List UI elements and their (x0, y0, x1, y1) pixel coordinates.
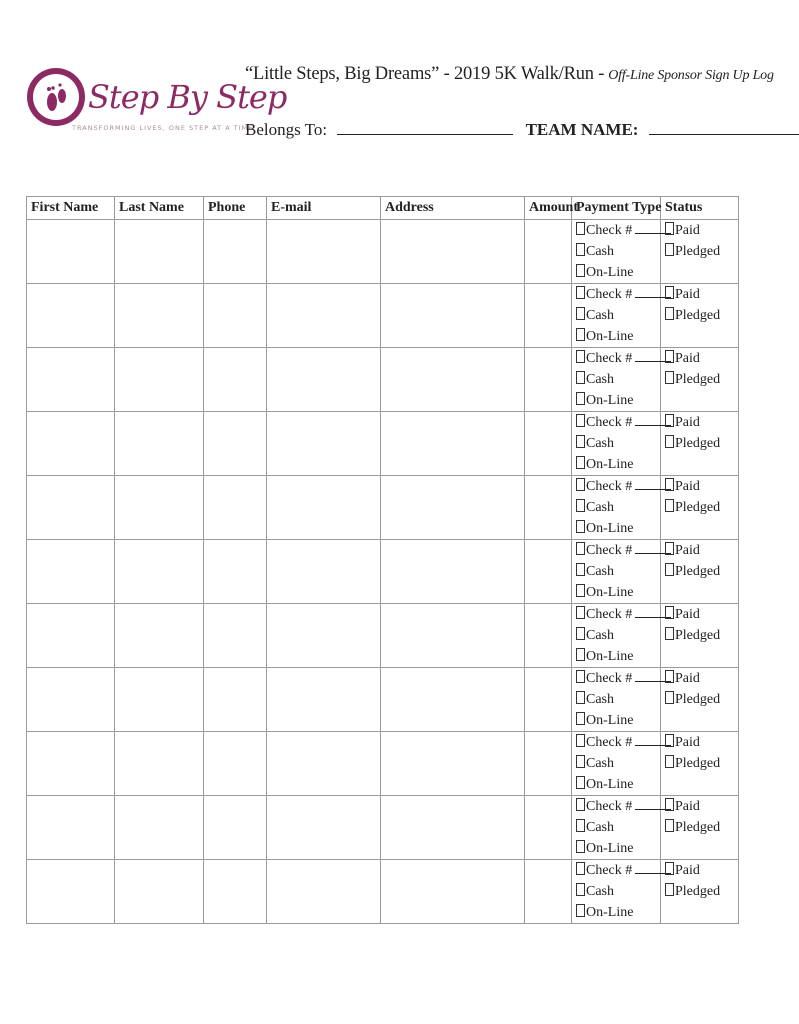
status-option-label: Paid (675, 351, 700, 366)
status-cell (661, 668, 739, 732)
checkbox-icon[interactable] (576, 755, 585, 768)
address-cell[interactable] (381, 796, 525, 860)
email-cell[interactable] (267, 668, 381, 732)
payment-option-label: Check # (586, 671, 633, 686)
address-cell[interactable] (381, 220, 525, 284)
logo-tagline: TRANSFORMING LIVES, ONE STEP AT A TIME (72, 124, 254, 132)
payment-option-label: Cash (586, 820, 614, 835)
table-header-row (27, 197, 739, 220)
checkbox-icon[interactable] (665, 862, 674, 875)
first-name-cell[interactable] (27, 348, 115, 412)
payment-option[interactable] (576, 518, 656, 539)
status-option[interactable] (665, 732, 734, 753)
status-option[interactable] (665, 817, 734, 838)
email-cell[interactable] (267, 220, 381, 284)
checkbox-icon[interactable] (665, 286, 674, 299)
payment-option-label: Cash (586, 628, 614, 643)
checkbox-icon[interactable] (576, 712, 585, 725)
status-option-label: Pledged (675, 884, 721, 899)
last-name-cell[interactable] (115, 284, 204, 348)
col-address: Address (381, 197, 525, 220)
status-option-label: Paid (675, 607, 700, 622)
payment-type-cell (572, 860, 661, 924)
checkbox-icon[interactable] (665, 670, 674, 683)
checkbox-icon[interactable] (665, 883, 674, 896)
checkbox-icon[interactable] (665, 755, 674, 768)
status-option-label: Pledged (675, 628, 721, 643)
status-option-label: Paid (675, 863, 700, 878)
phone-cell[interactable] (204, 604, 267, 668)
checkbox-icon[interactable] (576, 414, 585, 427)
status-option[interactable] (665, 476, 734, 497)
payment-option[interactable] (576, 710, 656, 731)
payment-type-cell (572, 412, 661, 476)
address-cell[interactable] (381, 284, 525, 348)
checkbox-icon[interactable] (576, 478, 585, 491)
payment-option[interactable] (576, 689, 656, 710)
status-option[interactable] (665, 668, 734, 689)
checkbox-icon[interactable] (576, 456, 585, 469)
payment-option[interactable] (576, 454, 656, 475)
payment-option[interactable] (576, 668, 656, 689)
checkbox-icon[interactable] (576, 243, 585, 256)
checkbox-icon[interactable] (665, 222, 674, 235)
last-name-cell[interactable] (115, 348, 204, 412)
amount-cell[interactable] (525, 476, 572, 540)
status-option-label: Pledged (675, 308, 721, 323)
status-option[interactable] (665, 689, 734, 710)
checkbox-icon[interactable] (576, 776, 585, 789)
payment-option[interactable] (576, 838, 656, 859)
payment-option[interactable] (576, 369, 656, 390)
status-option[interactable] (665, 604, 734, 625)
checkbox-icon[interactable] (576, 435, 585, 448)
col-email: E-mail (267, 197, 381, 220)
col-payment-type: Payment Type (572, 197, 661, 220)
email-cell[interactable] (267, 348, 381, 412)
checkbox-icon[interactable] (576, 499, 585, 512)
table-row (27, 220, 739, 284)
payment-option-label: Check # (586, 543, 633, 558)
status-option-label: Pledged (675, 820, 721, 835)
address-cell[interactable] (381, 604, 525, 668)
payment-option-label: Cash (586, 436, 614, 451)
payment-option-label: On-Line (586, 585, 634, 600)
amount-cell[interactable] (525, 796, 572, 860)
checkbox-icon[interactable] (576, 606, 585, 619)
col-amount: Amount (525, 197, 572, 220)
payment-option[interactable] (576, 241, 656, 262)
payment-option-label: Cash (586, 564, 614, 579)
checkbox-icon[interactable] (576, 520, 585, 533)
belongs-to-line (245, 120, 799, 140)
checkbox-icon[interactable] (576, 307, 585, 320)
checkbox-icon[interactable] (576, 904, 585, 917)
payment-option-label: On-Line (586, 841, 634, 856)
table-row (27, 860, 739, 924)
status-option[interactable] (665, 241, 734, 262)
last-name-cell[interactable] (115, 476, 204, 540)
checkbox-icon[interactable] (665, 819, 674, 832)
payment-option[interactable] (576, 540, 656, 561)
status-cell (661, 860, 739, 924)
first-name-cell[interactable] (27, 476, 115, 540)
first-name-cell[interactable] (27, 796, 115, 860)
payment-option[interactable] (576, 604, 656, 625)
payment-option[interactable] (576, 476, 656, 497)
status-option[interactable] (665, 220, 734, 241)
first-name-cell[interactable] (27, 668, 115, 732)
checkbox-icon[interactable] (665, 542, 674, 555)
table-row (27, 604, 739, 668)
status-option-label: Pledged (675, 692, 721, 707)
amount-cell[interactable] (525, 860, 572, 924)
first-name-cell[interactable] (27, 860, 115, 924)
phone-cell[interactable] (204, 284, 267, 348)
amount-cell[interactable] (525, 540, 572, 604)
first-name-cell[interactable] (27, 604, 115, 668)
status-option-label: Pledged (675, 436, 721, 451)
payment-type-cell (572, 540, 661, 604)
status-cell (661, 796, 739, 860)
status-option[interactable] (665, 284, 734, 305)
amount-cell[interactable] (525, 604, 572, 668)
table-body (27, 220, 739, 924)
last-name-cell[interactable] (115, 668, 204, 732)
page-title (245, 64, 774, 85)
phone-cell[interactable] (204, 476, 267, 540)
payment-type-cell (572, 284, 661, 348)
first-name-cell[interactable] (27, 284, 115, 348)
first-name-cell[interactable] (27, 540, 115, 604)
amount-cell[interactable] (525, 348, 572, 412)
status-option[interactable] (665, 625, 734, 646)
payment-option[interactable] (576, 390, 656, 411)
payment-option-label: Check # (586, 799, 633, 814)
payment-option-label: Check # (586, 863, 633, 878)
checkbox-icon[interactable] (576, 670, 585, 683)
payment-option-label: Check # (586, 351, 633, 366)
checkbox-icon[interactable] (576, 371, 585, 384)
address-cell[interactable] (381, 732, 525, 796)
payment-option[interactable] (576, 348, 656, 369)
payment-option[interactable] (576, 582, 656, 603)
status-cell (661, 284, 739, 348)
checkbox-icon[interactable] (665, 414, 674, 427)
email-cell[interactable] (267, 284, 381, 348)
team-name-label: TEAM NAME: (525, 120, 639, 139)
amount-cell[interactable] (525, 220, 572, 284)
payment-option[interactable] (576, 561, 656, 582)
checkbox-icon[interactable] (665, 243, 674, 256)
payment-option-label: Check # (586, 735, 633, 750)
checkbox-icon[interactable] (665, 606, 674, 619)
status-cell (661, 476, 739, 540)
payment-type-cell (572, 220, 661, 284)
email-cell[interactable] (267, 796, 381, 860)
checkbox-icon[interactable] (665, 691, 674, 704)
checkbox-icon[interactable] (576, 350, 585, 363)
status-option[interactable] (665, 348, 734, 369)
payment-option-label: Cash (586, 756, 614, 771)
status-option-label: Paid (675, 415, 700, 430)
checkbox-icon[interactable] (665, 499, 674, 512)
payment-option-label: Cash (586, 692, 614, 707)
payment-option[interactable] (576, 305, 656, 326)
phone-cell[interactable] (204, 412, 267, 476)
status-cell (661, 540, 739, 604)
last-name-cell[interactable] (115, 540, 204, 604)
payment-option[interactable] (576, 753, 656, 774)
payment-option[interactable] (576, 817, 656, 838)
status-option[interactable] (665, 369, 734, 390)
phone-cell[interactable] (204, 348, 267, 412)
payment-option-label: Check # (586, 479, 633, 494)
last-name-cell[interactable] (115, 796, 204, 860)
payment-option[interactable] (576, 732, 656, 753)
table-row (27, 476, 739, 540)
checkbox-icon[interactable] (576, 883, 585, 896)
payment-option-label: Cash (586, 308, 614, 323)
first-name-cell[interactable] (27, 220, 115, 284)
payment-type-cell (572, 604, 661, 668)
checkbox-icon[interactable] (665, 798, 674, 811)
payment-option[interactable] (576, 646, 656, 667)
address-cell[interactable] (381, 668, 525, 732)
checkbox-icon[interactable] (665, 734, 674, 747)
status-option[interactable] (665, 753, 734, 774)
table-row (27, 668, 739, 732)
status-option[interactable] (665, 412, 734, 433)
amount-cell[interactable] (525, 412, 572, 476)
address-cell[interactable] (381, 860, 525, 924)
last-name-cell[interactable] (115, 604, 204, 668)
status-option-label: Pledged (675, 500, 721, 515)
checkbox-icon[interactable] (576, 328, 585, 341)
payment-option-label: Check # (586, 223, 633, 238)
address-cell[interactable] (381, 348, 525, 412)
payment-type-cell (572, 796, 661, 860)
title-text: “Little Steps, Big Dreams” - 2019 5K Walk/Run - (245, 64, 605, 84)
status-option-label: Paid (675, 543, 700, 558)
payment-option-label: Cash (586, 500, 614, 515)
payment-option[interactable] (576, 881, 656, 902)
payment-option[interactable] (576, 412, 656, 433)
payment-option-label: On-Line (586, 649, 634, 664)
belongs-to-label: Belongs To: (245, 120, 328, 139)
checkbox-icon[interactable] (665, 371, 674, 384)
checkbox-icon[interactable] (576, 691, 585, 704)
payment-option-label: On-Line (586, 777, 634, 792)
status-option[interactable] (665, 860, 734, 881)
payment-option-label: On-Line (586, 265, 634, 280)
step-by-step-logo (26, 60, 287, 135)
last-name-cell[interactable] (115, 412, 204, 476)
status-option-label: Pledged (675, 756, 721, 771)
address-cell[interactable] (381, 540, 525, 604)
status-option[interactable] (665, 561, 734, 582)
payment-option-label: Check # (586, 287, 633, 302)
status-cell (661, 348, 739, 412)
payment-option-label: Check # (586, 415, 633, 430)
checkbox-icon[interactable] (576, 862, 585, 875)
checkbox-icon[interactable] (576, 798, 585, 811)
payment-type-cell (572, 732, 661, 796)
payment-option[interactable] (576, 220, 656, 241)
col-first-name: First Name (27, 197, 115, 220)
payment-option[interactable] (576, 497, 656, 518)
status-option[interactable] (665, 433, 734, 454)
status-option[interactable] (665, 305, 734, 326)
status-option-label: Paid (675, 223, 700, 238)
payment-option-label: Cash (586, 244, 614, 259)
phone-cell[interactable] (204, 732, 267, 796)
status-cell (661, 604, 739, 668)
email-cell[interactable] (267, 732, 381, 796)
status-option-label: Pledged (675, 244, 721, 259)
status-option[interactable] (665, 796, 734, 817)
status-option-label: Pledged (675, 564, 721, 579)
status-option-label: Paid (675, 671, 700, 686)
checkbox-icon[interactable] (576, 392, 585, 405)
payment-option-label: On-Line (586, 521, 634, 536)
checkbox-icon[interactable] (576, 819, 585, 832)
checkbox-icon[interactable] (665, 563, 674, 576)
checkbox-icon[interactable] (576, 584, 585, 597)
status-option-label: Paid (675, 735, 700, 750)
amount-cell[interactable] (525, 284, 572, 348)
checkbox-icon[interactable] (576, 734, 585, 747)
belongs-to-blank[interactable] (337, 120, 513, 135)
phone-cell[interactable] (204, 860, 267, 924)
payment-option-label: On-Line (586, 329, 634, 344)
phone-cell[interactable] (204, 796, 267, 860)
status-cell (661, 732, 739, 796)
col-phone: Phone (204, 197, 267, 220)
col-status: Status (661, 197, 739, 220)
status-cell (661, 220, 739, 284)
table-row (27, 284, 739, 348)
status-option[interactable] (665, 540, 734, 561)
status-option-label: Paid (675, 799, 700, 814)
payment-option[interactable] (576, 902, 656, 923)
checkbox-icon[interactable] (665, 350, 674, 363)
checkbox-icon[interactable] (665, 307, 674, 320)
status-cell (661, 412, 739, 476)
amount-cell[interactable] (525, 668, 572, 732)
payment-option[interactable] (576, 796, 656, 817)
payment-option-label: Check # (586, 607, 633, 622)
checkbox-icon[interactable] (576, 840, 585, 853)
email-cell[interactable] (267, 860, 381, 924)
payment-option[interactable] (576, 284, 656, 305)
table-row (27, 348, 739, 412)
payment-type-cell (572, 668, 661, 732)
phone-cell[interactable] (204, 668, 267, 732)
last-name-cell[interactable] (115, 732, 204, 796)
logo-wordmark: Step By Step (88, 78, 287, 116)
table-row (27, 540, 739, 604)
first-name-cell[interactable] (27, 732, 115, 796)
table-row (27, 732, 739, 796)
status-option[interactable] (665, 497, 734, 518)
payment-option[interactable] (576, 625, 656, 646)
payment-option-label: On-Line (586, 713, 634, 728)
payment-type-cell (572, 476, 661, 540)
payment-option-label: Cash (586, 884, 614, 899)
payment-option[interactable] (576, 860, 656, 881)
address-cell[interactable] (381, 476, 525, 540)
checkbox-icon[interactable] (665, 435, 674, 448)
checkbox-icon[interactable] (576, 222, 585, 235)
col-last-name: Last Name (115, 197, 204, 220)
payment-option-label: Cash (586, 372, 614, 387)
checkbox-icon[interactable] (576, 627, 585, 640)
payment-option-label: On-Line (586, 393, 634, 408)
first-name-cell[interactable] (27, 412, 115, 476)
amount-cell[interactable] (525, 732, 572, 796)
checkbox-icon[interactable] (665, 478, 674, 491)
checkbox-icon[interactable] (665, 627, 674, 640)
payment-option-label: On-Line (586, 457, 634, 472)
payment-option-label: On-Line (586, 905, 634, 920)
team-name-blank[interactable] (649, 120, 799, 135)
status-option-label: Pledged (675, 372, 721, 387)
status-option[interactable] (665, 881, 734, 902)
email-cell[interactable] (267, 476, 381, 540)
status-option-label: Paid (675, 479, 700, 494)
checkbox-icon[interactable] (576, 648, 585, 661)
table-row (27, 412, 739, 476)
email-cell[interactable] (267, 412, 381, 476)
email-cell[interactable] (267, 604, 381, 668)
payment-option[interactable] (576, 326, 656, 347)
checkbox-icon[interactable] (576, 286, 585, 299)
status-option-label: Paid (675, 287, 700, 302)
last-name-cell[interactable] (115, 220, 204, 284)
phone-cell[interactable] (204, 540, 267, 604)
last-name-cell[interactable] (115, 860, 204, 924)
subtitle-text: Off-Line Sponsor Sign Up Log (608, 68, 774, 83)
payment-option[interactable] (576, 774, 656, 795)
sponsor-log-table (26, 196, 739, 924)
email-cell[interactable] (267, 540, 381, 604)
payment-type-cell (572, 348, 661, 412)
payment-option[interactable] (576, 433, 656, 454)
phone-cell[interactable] (204, 220, 267, 284)
checkbox-icon[interactable] (576, 542, 585, 555)
table-row (27, 796, 739, 860)
checkbox-icon[interactable] (576, 563, 585, 576)
address-cell[interactable] (381, 412, 525, 476)
payment-option[interactable] (576, 262, 656, 283)
checkbox-icon[interactable] (576, 264, 585, 277)
